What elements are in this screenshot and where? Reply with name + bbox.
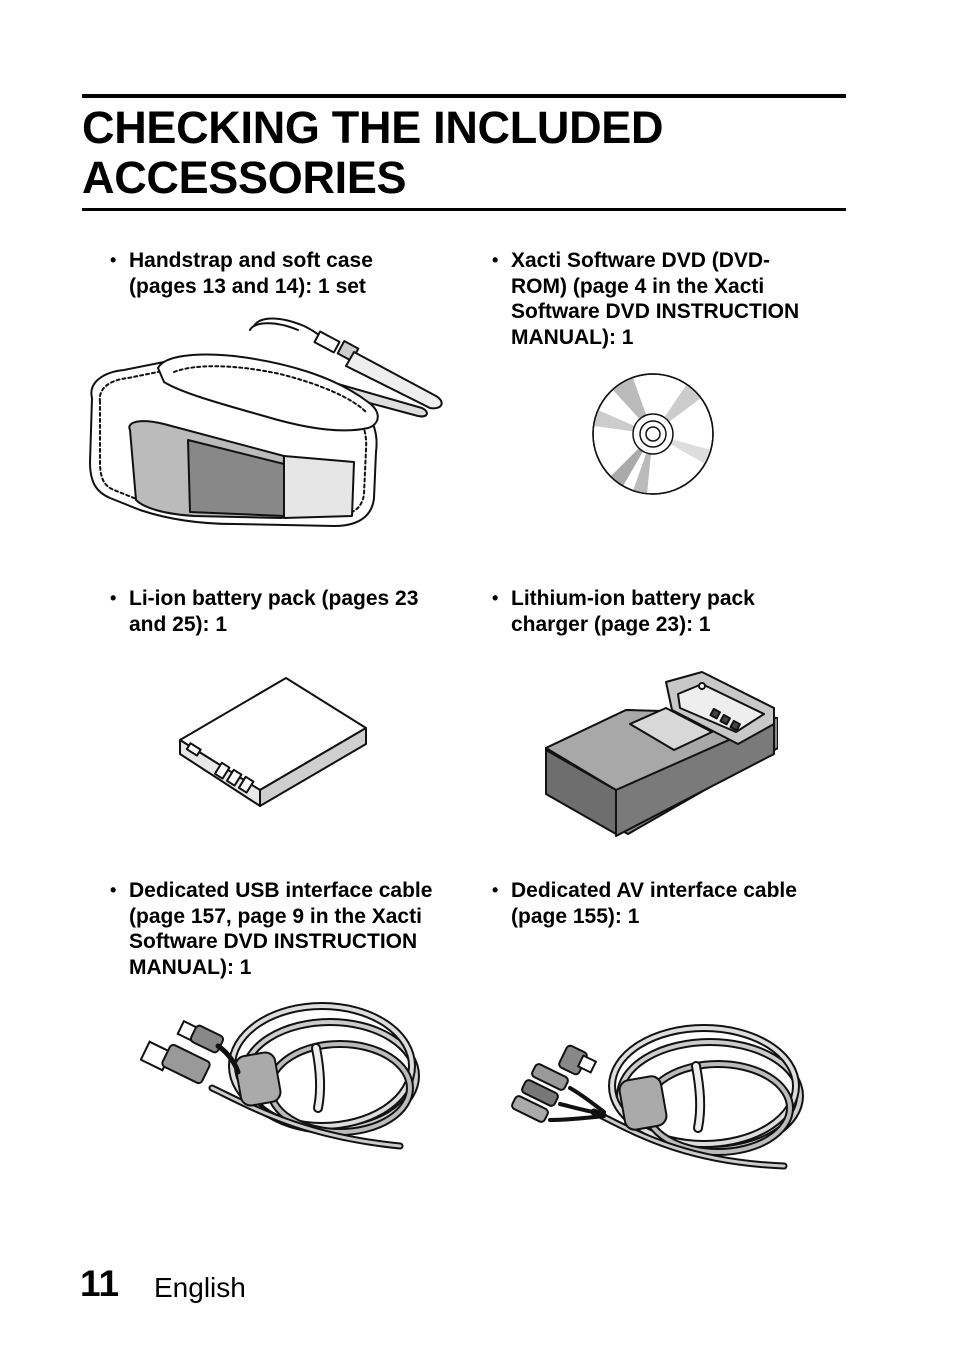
accessory-item-dvd (492, 248, 800, 350)
handstrap-soft-case-illustration (84, 312, 446, 534)
page-number: 11 (80, 1263, 120, 1304)
bullet: • (110, 588, 117, 608)
battery-pack-illustration (176, 674, 370, 810)
item-text-line: Dedicated USB interface cable (129, 879, 433, 902)
bullet: • (110, 880, 117, 900)
item-text-line: (pages 13 and 14): 1 set (129, 274, 366, 298)
bullet: • (492, 880, 499, 900)
item-text-line: Handstrap and soft case (129, 249, 373, 272)
item-text-line: Xacti Software DVD (DVD- (511, 249, 771, 272)
item-text-line: ROM) (page 4 in the Xacti (511, 274, 765, 298)
item-text-line: Software DVD INSTRUCTION (129, 930, 418, 953)
page-title (82, 103, 846, 203)
item-text-line: (page 157, page 9 in the Xacti (129, 904, 422, 928)
usb-cable-illustration (140, 996, 424, 1156)
accessory-item-handstrap (110, 248, 373, 299)
item-text-line: and 25): 1 (129, 612, 228, 636)
accessory-item-charger (492, 586, 755, 637)
accessory-item-usb-cable (110, 878, 433, 980)
title-bottom-rule (82, 208, 846, 211)
page-title-line-1: CHECKING THE INCLUDED (82, 102, 664, 153)
page-title-line-2: ACCESSORIES (82, 152, 407, 203)
dvd-disc-illustration (589, 370, 717, 498)
bullet: • (492, 588, 499, 608)
av-cable-illustration (504, 1016, 808, 1178)
battery-charger-illustration (542, 670, 778, 842)
item-text-line: MANUAL): 1 (129, 955, 252, 979)
accessory-item-battery (110, 586, 419, 637)
title-top-rule (82, 94, 846, 98)
item-text-line: Lithium-ion battery pack (511, 587, 755, 610)
bullet: • (110, 250, 117, 270)
item-text-line: Li-ion battery pack (pages 23 (129, 587, 419, 610)
footer-language: English (154, 1272, 246, 1303)
item-text-line: Software DVD INSTRUCTION (511, 300, 800, 323)
item-text-line: Dedicated AV interface cable (511, 879, 797, 902)
item-text-line: charger (page 23): 1 (511, 612, 711, 636)
item-text-line: MANUAL): 1 (511, 325, 634, 349)
item-text-line: (page 155): 1 (511, 904, 640, 928)
accessory-item-av-cable (492, 878, 797, 929)
bullet: • (492, 250, 499, 270)
